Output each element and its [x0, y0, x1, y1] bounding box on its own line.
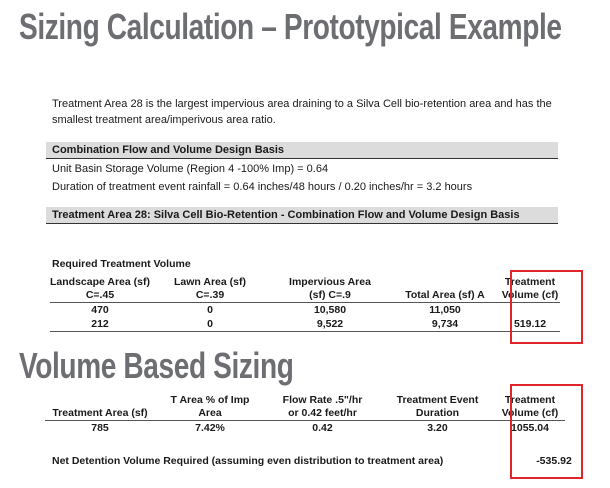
design-basis-header: Combination Flow and Volume Design Basis: [46, 142, 558, 159]
col-header: Treatment Event Duration: [396, 394, 479, 419]
col-header: Total Area (sf) A: [405, 289, 485, 301]
table-header-row: [50, 272, 560, 303]
volume-sizing-table: [45, 392, 565, 435]
col-header: Treatment Volume (cf): [501, 394, 559, 419]
duration-line: Duration of treatment event rainfall = 0.64 inches/48 hours / 0.20 inches/hr = 3.2 hours: [52, 181, 473, 193]
page-title: Sizing Calculation – Prototypical Example: [19, 6, 562, 47]
net-detention-label: Net Detention Volume Required (assuming even distribution to treatment area): [52, 455, 444, 467]
col-header: Impervious Area (sf) C=.9: [289, 276, 371, 301]
col-header: Treatment Volume (cf): [501, 276, 559, 301]
col-header: Treatment Area (sf): [52, 407, 148, 419]
required-volume-table: [50, 272, 560, 332]
table-row: 470 0 10,580 11,050: [91, 304, 461, 316]
table-row: 212 0 9,522 9,734 519.12: [50, 317, 560, 332]
col-header: Flow Rate .5"/hr or 0.42 feet/hr: [282, 394, 363, 419]
unit-basin-storage-line: Unit Basin Storage Volume (Region 4 -100% Imp) = 0.64: [52, 163, 329, 175]
col-header: Landscape Area (sf) C=.45: [50, 276, 150, 301]
table-header-row: [45, 392, 565, 421]
table-row: 785 7.42% 0.42 3.20 1055.04: [91, 422, 549, 434]
treatment-volume-highlight: [510, 270, 583, 344]
treatment-area-header: Treatment Area 28: Silva Cell Bio-Retention - Combination Flow and Volume Design Basis: [46, 207, 558, 224]
volume-sizing-title: Volume Based Sizing: [19, 345, 294, 386]
intro-paragraph: Treatment Area 28 is the largest impervious area draining to a Silva Cell bio-retention area and has the smallest treatment area/imperivous area ratio.: [52, 98, 552, 126]
net-detention-value: -535.92: [536, 455, 572, 467]
volume-highlight: [510, 384, 583, 479]
col-header: T Area % of Imp Area: [170, 394, 250, 419]
col-header: Lawn Area (sf) C=.39: [174, 276, 246, 301]
required-volume-title: Required Treatment Volume: [52, 258, 191, 270]
